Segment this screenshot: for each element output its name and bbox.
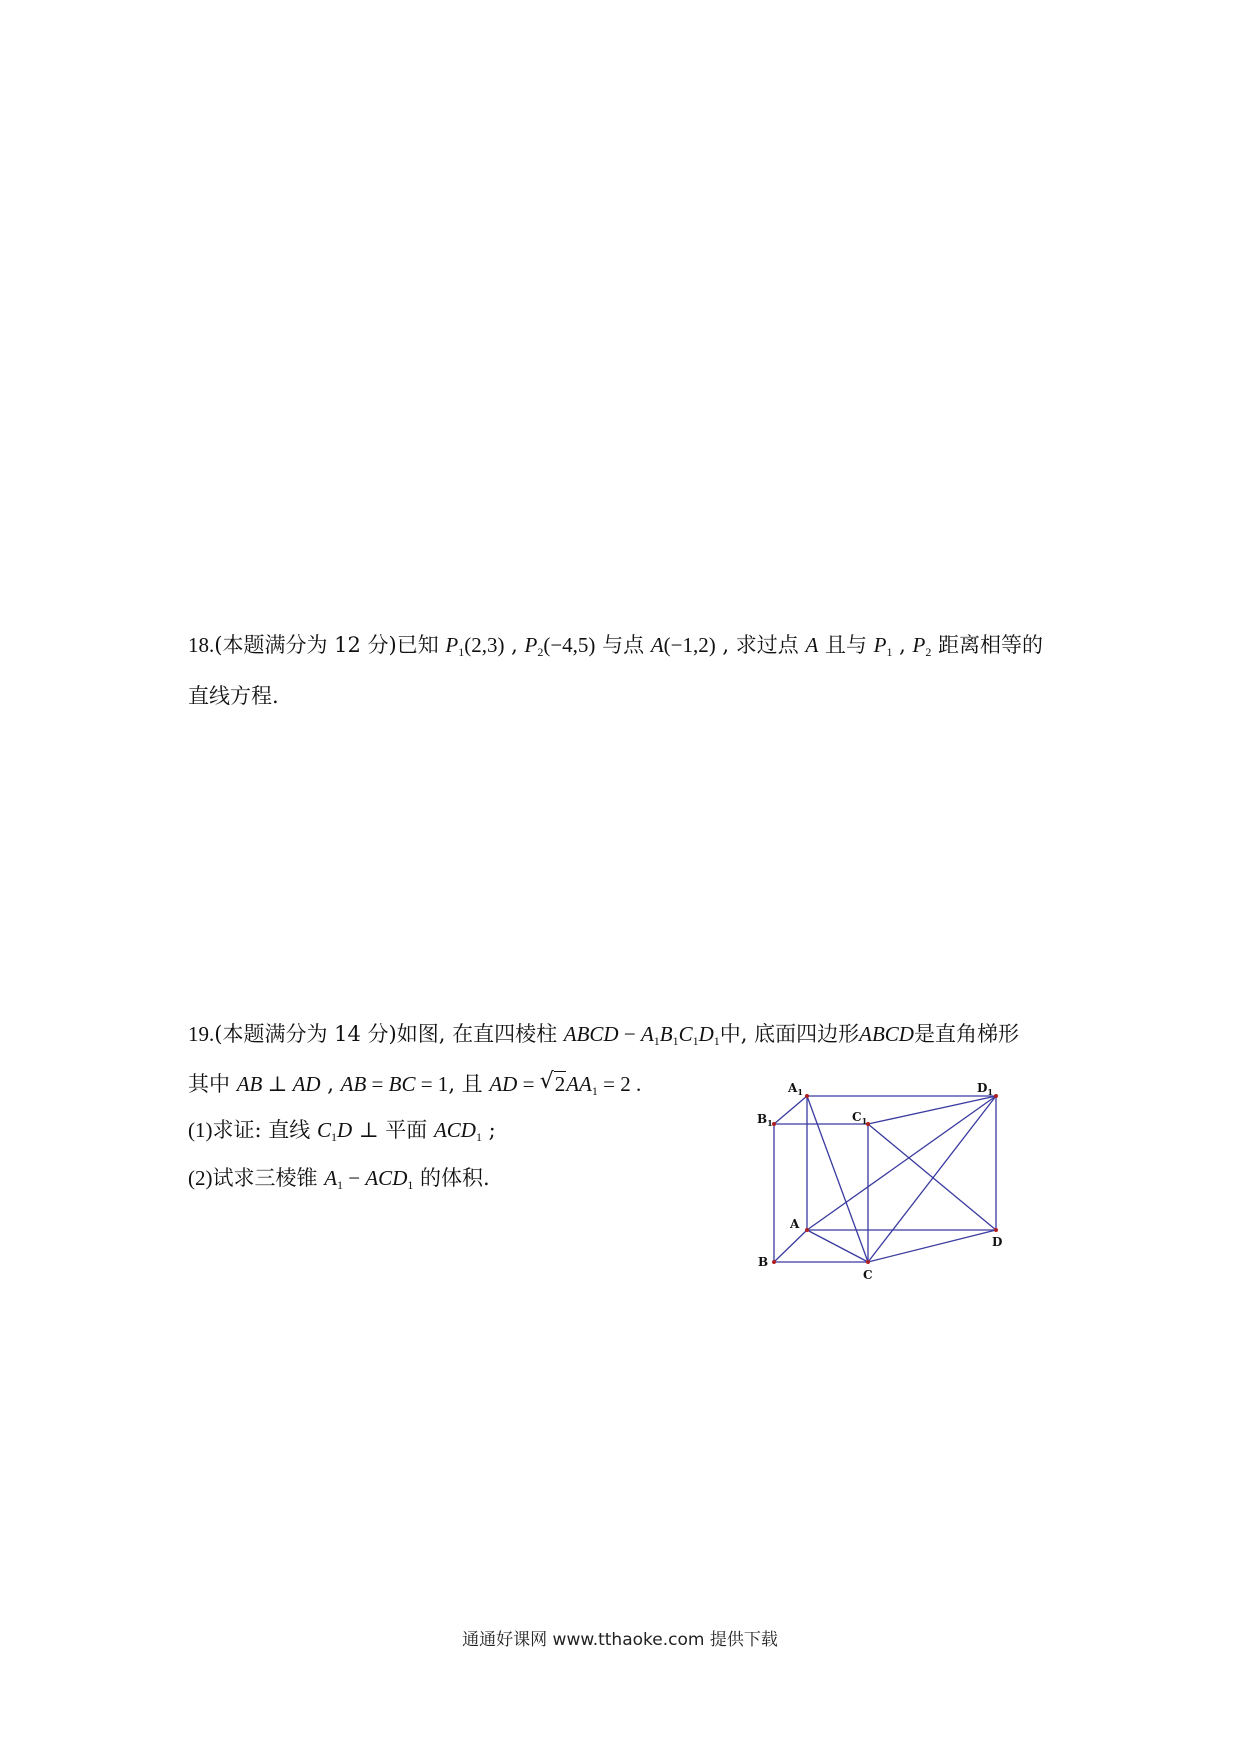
problem-19-line-1: 19.(本题满分为 14 分)如图, 在直四棱柱 ABCD − $A_1B_1C_1D_1$中, 底面四边形ABCD是直角梯形 xyxy=(188,1022,1019,1048)
problem-19-line-2: 其中 AB ⊥ AD , AB = BC = 1, 且 AD = √ $2AA_1 = 2$ . xyxy=(188,1069,642,1098)
point-a xyxy=(805,1228,809,1232)
segment-c1-d xyxy=(868,1124,996,1230)
problem-18-line-1: 18.(本题满分为 12 分)已知 $P_1(2,3)$ , $P_2(-4,5)$ 与点 A(−1,2) , 求过点 A 且与 $P_1$ , $P_2$ 距离相等的 xyxy=(188,633,1044,659)
point-c xyxy=(866,1260,870,1264)
problem-19-question-2: (2)试求三棱锥 $A_1 - ACD_1$ 的体积. xyxy=(188,1166,490,1192)
label-b1: $B_1$ xyxy=(757,1112,773,1128)
prism-edges xyxy=(774,1096,996,1262)
problem-18-header: (本题满分为 12 分) xyxy=(214,633,397,657)
problem-18-line-2: 直线方程. xyxy=(188,684,279,708)
label-a1: $A_1$ xyxy=(788,1081,803,1097)
label-d1: $D_1$ xyxy=(977,1081,993,1097)
segment-a-c xyxy=(807,1230,868,1262)
problem-19-question-1: (1)求证: 直线 $C_1D$ ⊥ 平面 $ACD_1$ ; xyxy=(188,1118,496,1144)
square-root: √ 2 xyxy=(539,1069,566,1096)
label-d: D xyxy=(992,1235,1003,1249)
edge-a-b xyxy=(774,1230,807,1262)
label-a: A xyxy=(790,1217,800,1231)
label-c: C xyxy=(863,1268,873,1282)
point-b xyxy=(772,1260,776,1264)
label-c1: $C_1$ xyxy=(852,1110,868,1126)
prism-diagram xyxy=(756,1068,1016,1288)
footer: 通通好课网 www.tthaoke.com 提供下载 xyxy=(462,1630,778,1650)
edge-c-d xyxy=(868,1230,996,1262)
problem-19-header: (本题满分为 14 分) xyxy=(214,1022,397,1046)
label-b: B xyxy=(758,1255,769,1269)
edge-a1-b1 xyxy=(774,1096,807,1124)
point-d1 xyxy=(994,1094,998,1098)
segment-c-d1 xyxy=(868,1096,996,1262)
point-d xyxy=(994,1228,998,1232)
point-a1 xyxy=(805,1094,809,1098)
